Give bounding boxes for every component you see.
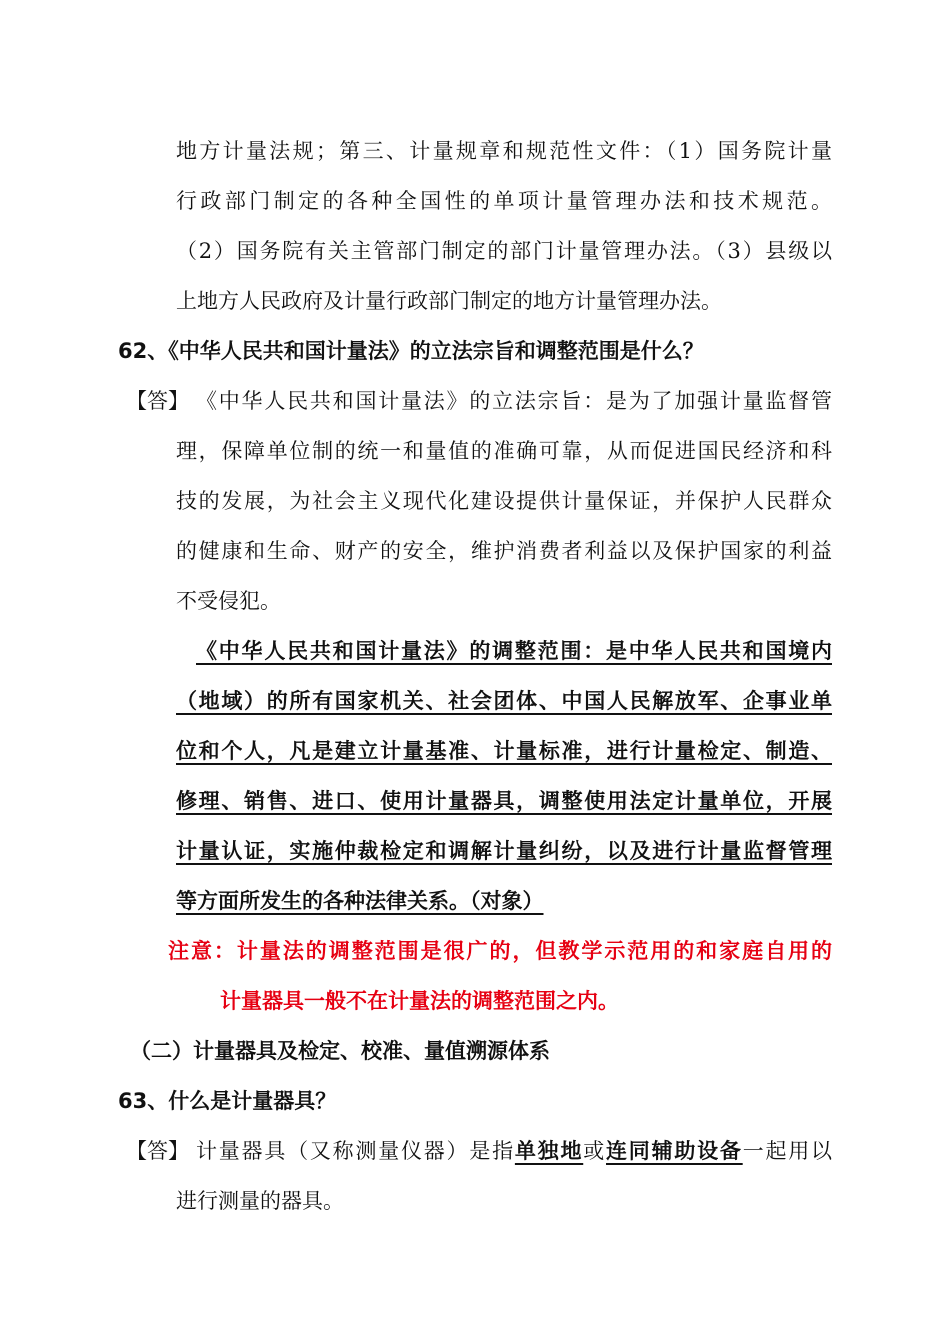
text-fragment: 计量器具（又称测量仪器）是指	[196, 1139, 515, 1163]
text-line: 行政部门制定的各种全国性的单项计量管理办法和技术规范。	[176, 189, 832, 213]
text-fragment: 或	[583, 1139, 607, 1163]
text-line: 地方计量法规；第三、计量规章和规范性文件：（1）国务院计量	[176, 139, 832, 163]
text-line: 《中华人民共和国计量法》的调整范围：是中华人民共和国境内	[196, 639, 832, 663]
question-62: 62、《中华人民共和国计量法》的立法宗旨和调整范围是什么？	[118, 339, 704, 363]
answer-63-line	[196, 1136, 832, 1166]
answer-label: 【答】	[126, 1139, 189, 1163]
text-line: 修理、销售、进口、使用计量器具，调整使用法定计量单位，开展	[176, 789, 832, 813]
text-line: （2）国务院有关主管部门制定的部门计量管理办法。（3）县级以	[176, 239, 832, 263]
note-line: 计量器具一般不在计量法的调整范围之内。	[220, 989, 619, 1013]
emphasis-separately: 单独地	[514, 1139, 584, 1163]
text-line: 计量认证，实施仲裁检定和调解计量纠纷，以及进行计量监督管理	[176, 839, 832, 863]
text-line: 技的发展，为社会主义现代化建设提供计量保证，并保护人民群众	[176, 489, 832, 513]
text-line: 进行测量的器具。	[176, 1189, 344, 1213]
emphasis-auxiliary-equipment: 连同辅助设备	[606, 1139, 743, 1163]
text-fragment: 一起用以	[742, 1139, 833, 1163]
text-line: 的健康和生命、财产的安全，维护消费者利益以及保护国家的利益	[176, 539, 832, 563]
note-line: 注意：计量法的调整范围是很广的，但教学示范用的和家庭自用的	[168, 939, 832, 963]
text-line: 位和个人，凡是建立计量基准、计量标准，进行计量检定、制造、	[176, 739, 832, 763]
text-line: 理，保障单位制的统一和量值的准确可靠，从而促进国民经济和科	[176, 439, 832, 463]
text-line: 不受侵犯。	[176, 589, 281, 613]
section-title: （二）计量器具及检定、校准、量值溯源体系	[130, 1039, 550, 1063]
text-line: 上地方人民政府及计量行政部门制定的地方计量管理办法。	[176, 289, 722, 313]
text-line: 等方面所发生的各种法律关系。（对象）	[176, 889, 544, 913]
text-line: 《中华人民共和国计量法》的立法宗旨：是为了加强计量监督管	[196, 389, 832, 413]
answer-label: 【答】	[126, 389, 189, 413]
text-line: （地域）的所有国家机关、社会团体、中国人民解放军、企事业单	[176, 689, 832, 713]
question-63: 63、什么是计量器具？	[118, 1089, 337, 1113]
